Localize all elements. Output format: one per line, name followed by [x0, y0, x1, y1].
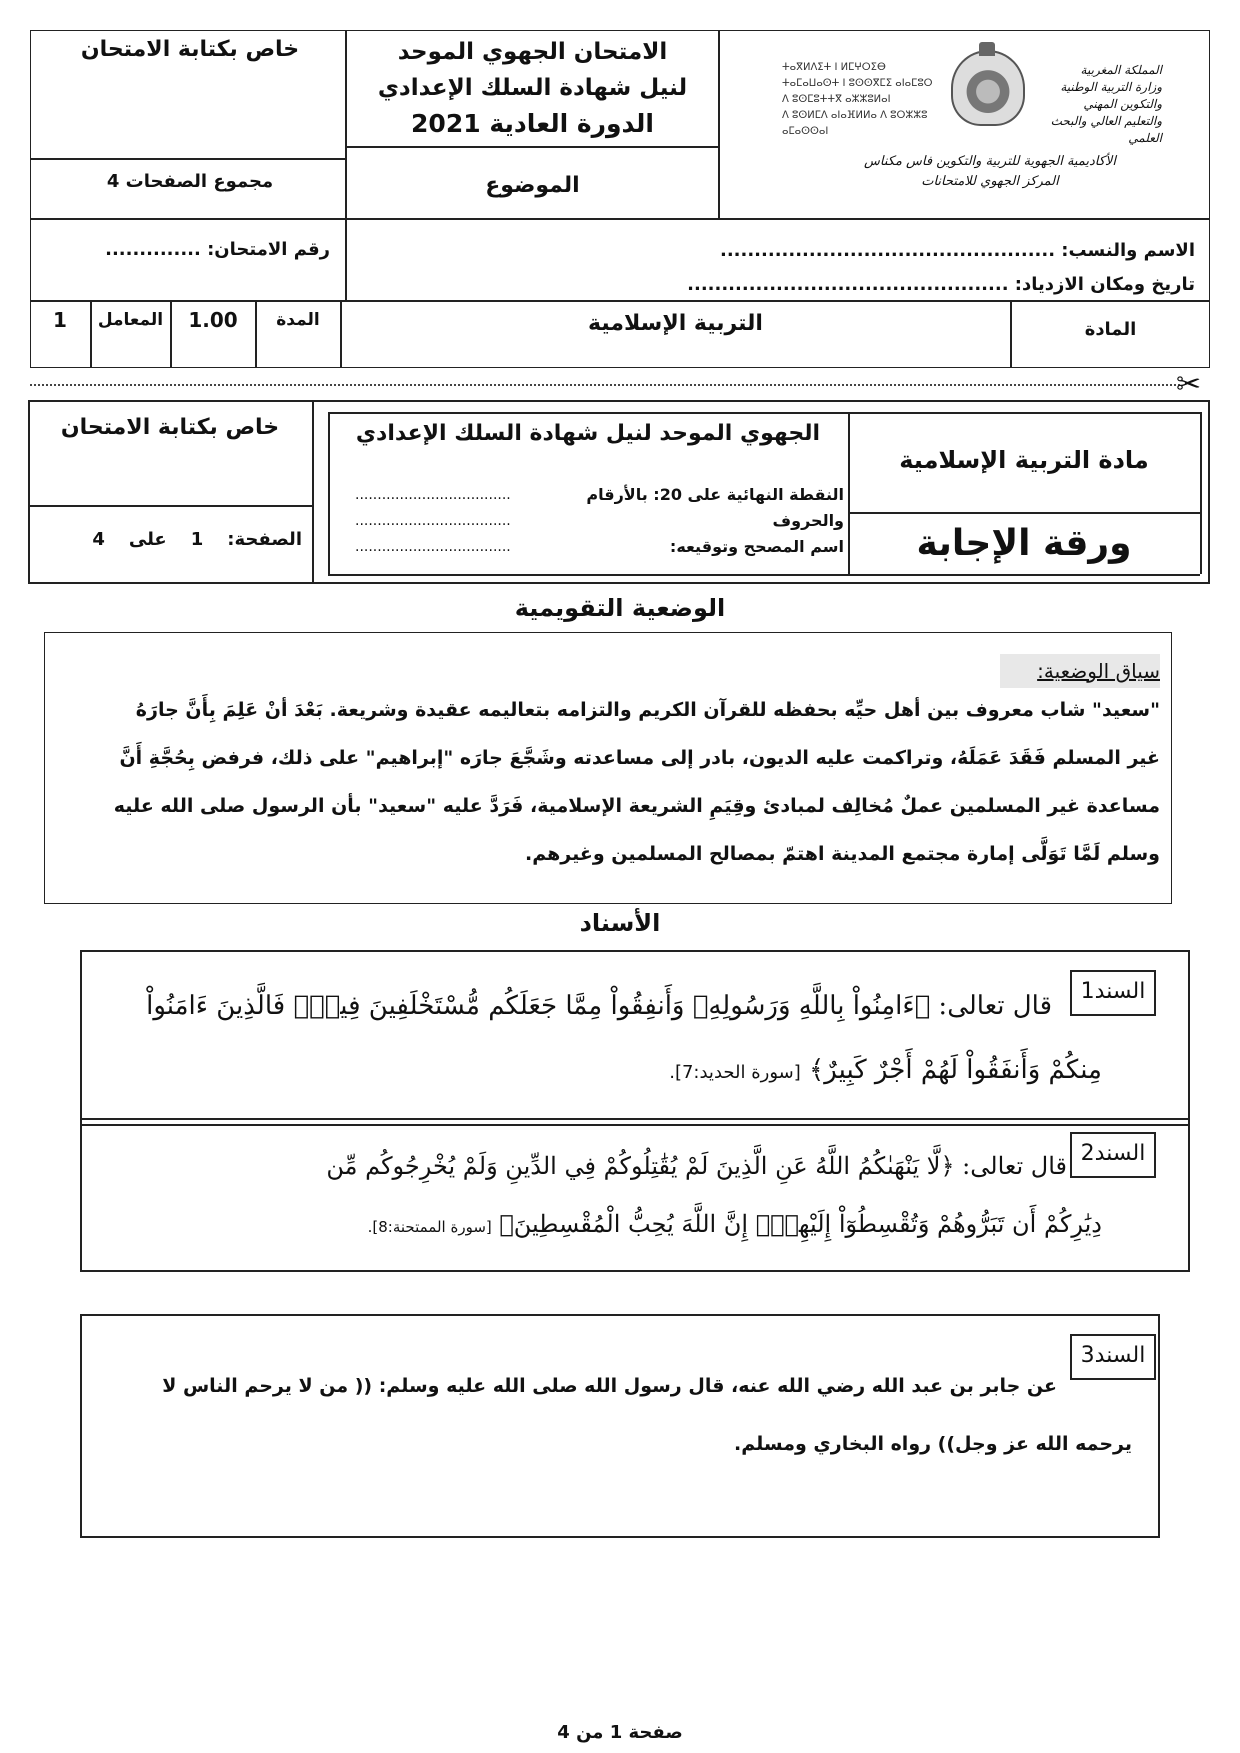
coefficient-value: 1: [53, 308, 67, 332]
exam-title-block: [350, 34, 715, 142]
exam-center: المركز الجهوي للامتحانات: [921, 174, 1059, 189]
source-3-line-2: يرحمه الله عز وجل)) رواه البخاري ومسلم.: [734, 1433, 1132, 1455]
subject-title: مادة التربية الإسلامية: [899, 446, 1149, 474]
final-score-label: النقطة النهائية على 20: بالأرقام: [586, 485, 844, 504]
total-pages: مجموع الصفحات 4: [106, 171, 274, 192]
letters-input[interactable]: ...................................: [355, 513, 511, 529]
header-divider: [312, 400, 314, 584]
source-2-line-2: [92, 1196, 1102, 1252]
header-divider: [345, 30, 347, 302]
letters-label: والحروف: [772, 511, 844, 530]
moroccan-emblem-icon: [951, 50, 1025, 126]
page-number: 1: [190, 529, 204, 550]
source-1-line-1: قال تعالى: ﴿ءَامِنُواْ بِاللَّهِ وَرَسُولِهِۦ وَأَنفِقُواْ مِمَّا جَعَلَكُم مُّسْتَخْلَفِينَ فِيهِۖ فَالَّذِينَ ءَامَنُواْ: [146, 991, 1052, 1021]
corrector-label: اسم المصحح وتوقيعه:: [669, 537, 844, 556]
source-2-verse-end: دِيَٰرِكُمْ أَن تَبَرُّوهُمْ وَتُقْسِطُوٓاْ إِلَيْهِمْۚ إِنَّ اللَّهَ يُحِبُّ الْمُقْسِطِينَ﴾: [499, 1210, 1102, 1238]
regional-title: الجهوي الموحد لنيل شهادة السلك الإعدادي: [355, 421, 821, 446]
source-2-line-1: قال تعالى: ﴿لَّا يَنْهَىٰكُمُ اللَّهُ عَنِ الَّذِينَ لَمْ يُقَٰتِلُوكُمْ فِي الدِّينِ وَلَمْ يُخْرِجُوكُم مِّن: [326, 1152, 1067, 1180]
header-divider: [30, 158, 345, 160]
exam-session: الدورة العادية 2021: [411, 109, 654, 138]
duration-value: 1.00: [188, 308, 238, 332]
birth-field[interactable]: تاريخ ومكان الازدياد: ...............................................: [687, 274, 1195, 295]
header-divider: [28, 505, 312, 507]
context-label: سياق الوضعية:: [1000, 654, 1160, 688]
header-divider: [30, 218, 1210, 220]
exam-subtitle: لنيل شهادة السلك الإعدادي: [377, 75, 688, 101]
source-1-verse-end: مِنكُمْ وَأَنفَقُواْ لَهُمْ أَجْرٌ كَبِيرٌ﴾: [809, 1055, 1102, 1085]
subject-label: المادة: [1084, 319, 1137, 340]
header-divider: [718, 30, 720, 220]
cut-line: [30, 384, 1180, 386]
subject-heading: الموضوع: [485, 173, 580, 198]
source-3-label: السند3: [1070, 1334, 1156, 1380]
page-indicator: صفحة 1 من 4: [557, 1722, 683, 1743]
situation-text: [56, 686, 1160, 878]
page-of: على: [128, 529, 167, 550]
sources-heading: الأسناد: [579, 909, 661, 937]
sheet-title: ورقة الإجابة: [916, 523, 1132, 564]
source-2-label: السند2: [1070, 1132, 1156, 1178]
academy-block: [820, 152, 1160, 192]
situation-line: "سعيد" شاب معروف بين أهل حيِّه بحفظه للقرآن الكريم والتزامه بتعاليمه عقيدة وشريعة. بَعْدَ أنْ عَلِمَ بِأَنَّ جارَهُ: [135, 699, 1160, 721]
situation-line: وسلم لَمَّا تَوَلَّى إمارة مجتمع المدينة اهتمّ بمصالح المسلمين وغيرهم.: [525, 843, 1160, 865]
page-total: 4: [92, 529, 105, 550]
header-divider: [328, 574, 1200, 576]
header-divider: [328, 412, 1200, 414]
coefficient-label: المعامل: [97, 310, 164, 330]
ministry-tifinagh: ⵜⴰⴳⵍⴷⵉⵜ ⵏ ⵍⵎⵖⵔⵉⴱ ⵜⴰⵎⴰⵡⴰⵙⵜ ⵏ ⵓⵙⵙⴳⵎⵉ ⴰⵏⴰⵎⵓⵔ ⴷ ⵓⵙⵎⵓⵜⵜⴳ ⴰⵣⵣⵓⵍⴰⵏ ⴷ ⵓⵙⵍⵎⴷ ⴰⵏⴰⴼⵍⵍⴰ ⴷ ⵓⵔⵣⵣⵓ ⴰⵎⴰⵙⵙⴰⵏ: [782, 62, 933, 137]
page-label: الصفحة:: [227, 529, 302, 550]
academy-name: الأكاديمية الجهوية للتربية والتكوين فاس مكناس: [864, 154, 1116, 169]
situation-heading: الوضعية التقويمية: [514, 594, 726, 622]
situation-line: غير المسلم فَقَدَ عَمَلَهُ، وتراكمت عليه الديون، بادر إلى مساعدته وشَجَّعَ جارَه "إبراهيم" على ذلك، فرفض بِحُجَّةِ أَنَّ: [119, 747, 1160, 769]
final-score-input[interactable]: ...................................: [355, 487, 511, 503]
header-divider: [1200, 412, 1202, 574]
duration-label: المدة: [276, 310, 320, 330]
exam-writing-label-2: خاص بكتابة الامتحان: [60, 415, 280, 440]
source-1-line-2: [92, 1040, 1102, 1100]
source-3-line-1: عن جابر بن عبد الله رضي الله عنه، قال رسول الله صلى الله عليه وسلم: (( من لا يرحم الناس لا: [162, 1375, 1057, 1397]
scissors-icon: ✂: [1176, 367, 1202, 402]
exam-writing-label: خاص بكتابة الامتحان: [80, 37, 300, 62]
name-field[interactable]: الاسم والنسب: .................................................: [719, 240, 1195, 261]
exam-number-field[interactable]: رقم الامتحان: ..............: [105, 239, 330, 260]
corrector-input[interactable]: ...................................: [355, 539, 511, 555]
header-divider: [848, 512, 1200, 514]
source-1-label: السند1: [1070, 970, 1156, 1016]
source-2-reference: [سورة الممتحنة:8].: [367, 1218, 492, 1236]
ministry-arabic: المملكة المغربية وزارة التربية الوطنية والتكوين المهني والتعليم العالي والبحث العلمي: [1050, 63, 1162, 145]
exam-title: الامتحان الجهوي الموحد: [397, 39, 668, 65]
header-divider: [848, 412, 850, 574]
header-divider: [328, 412, 330, 574]
source-1-reference: [سورة الحديد:7].: [669, 1062, 801, 1083]
subject-value: التربية الإسلامية: [588, 311, 763, 336]
page-counter: [40, 522, 302, 558]
header-divider: [345, 146, 718, 148]
situation-line: مساعدة غير المسلمين عملٌ مُخالِف لمبادئ وقِيَمِ الشريعة الإسلامية، فَرَدَّ عليه "سعيد" بأن الرسول صلى الله عليه: [113, 795, 1160, 817]
